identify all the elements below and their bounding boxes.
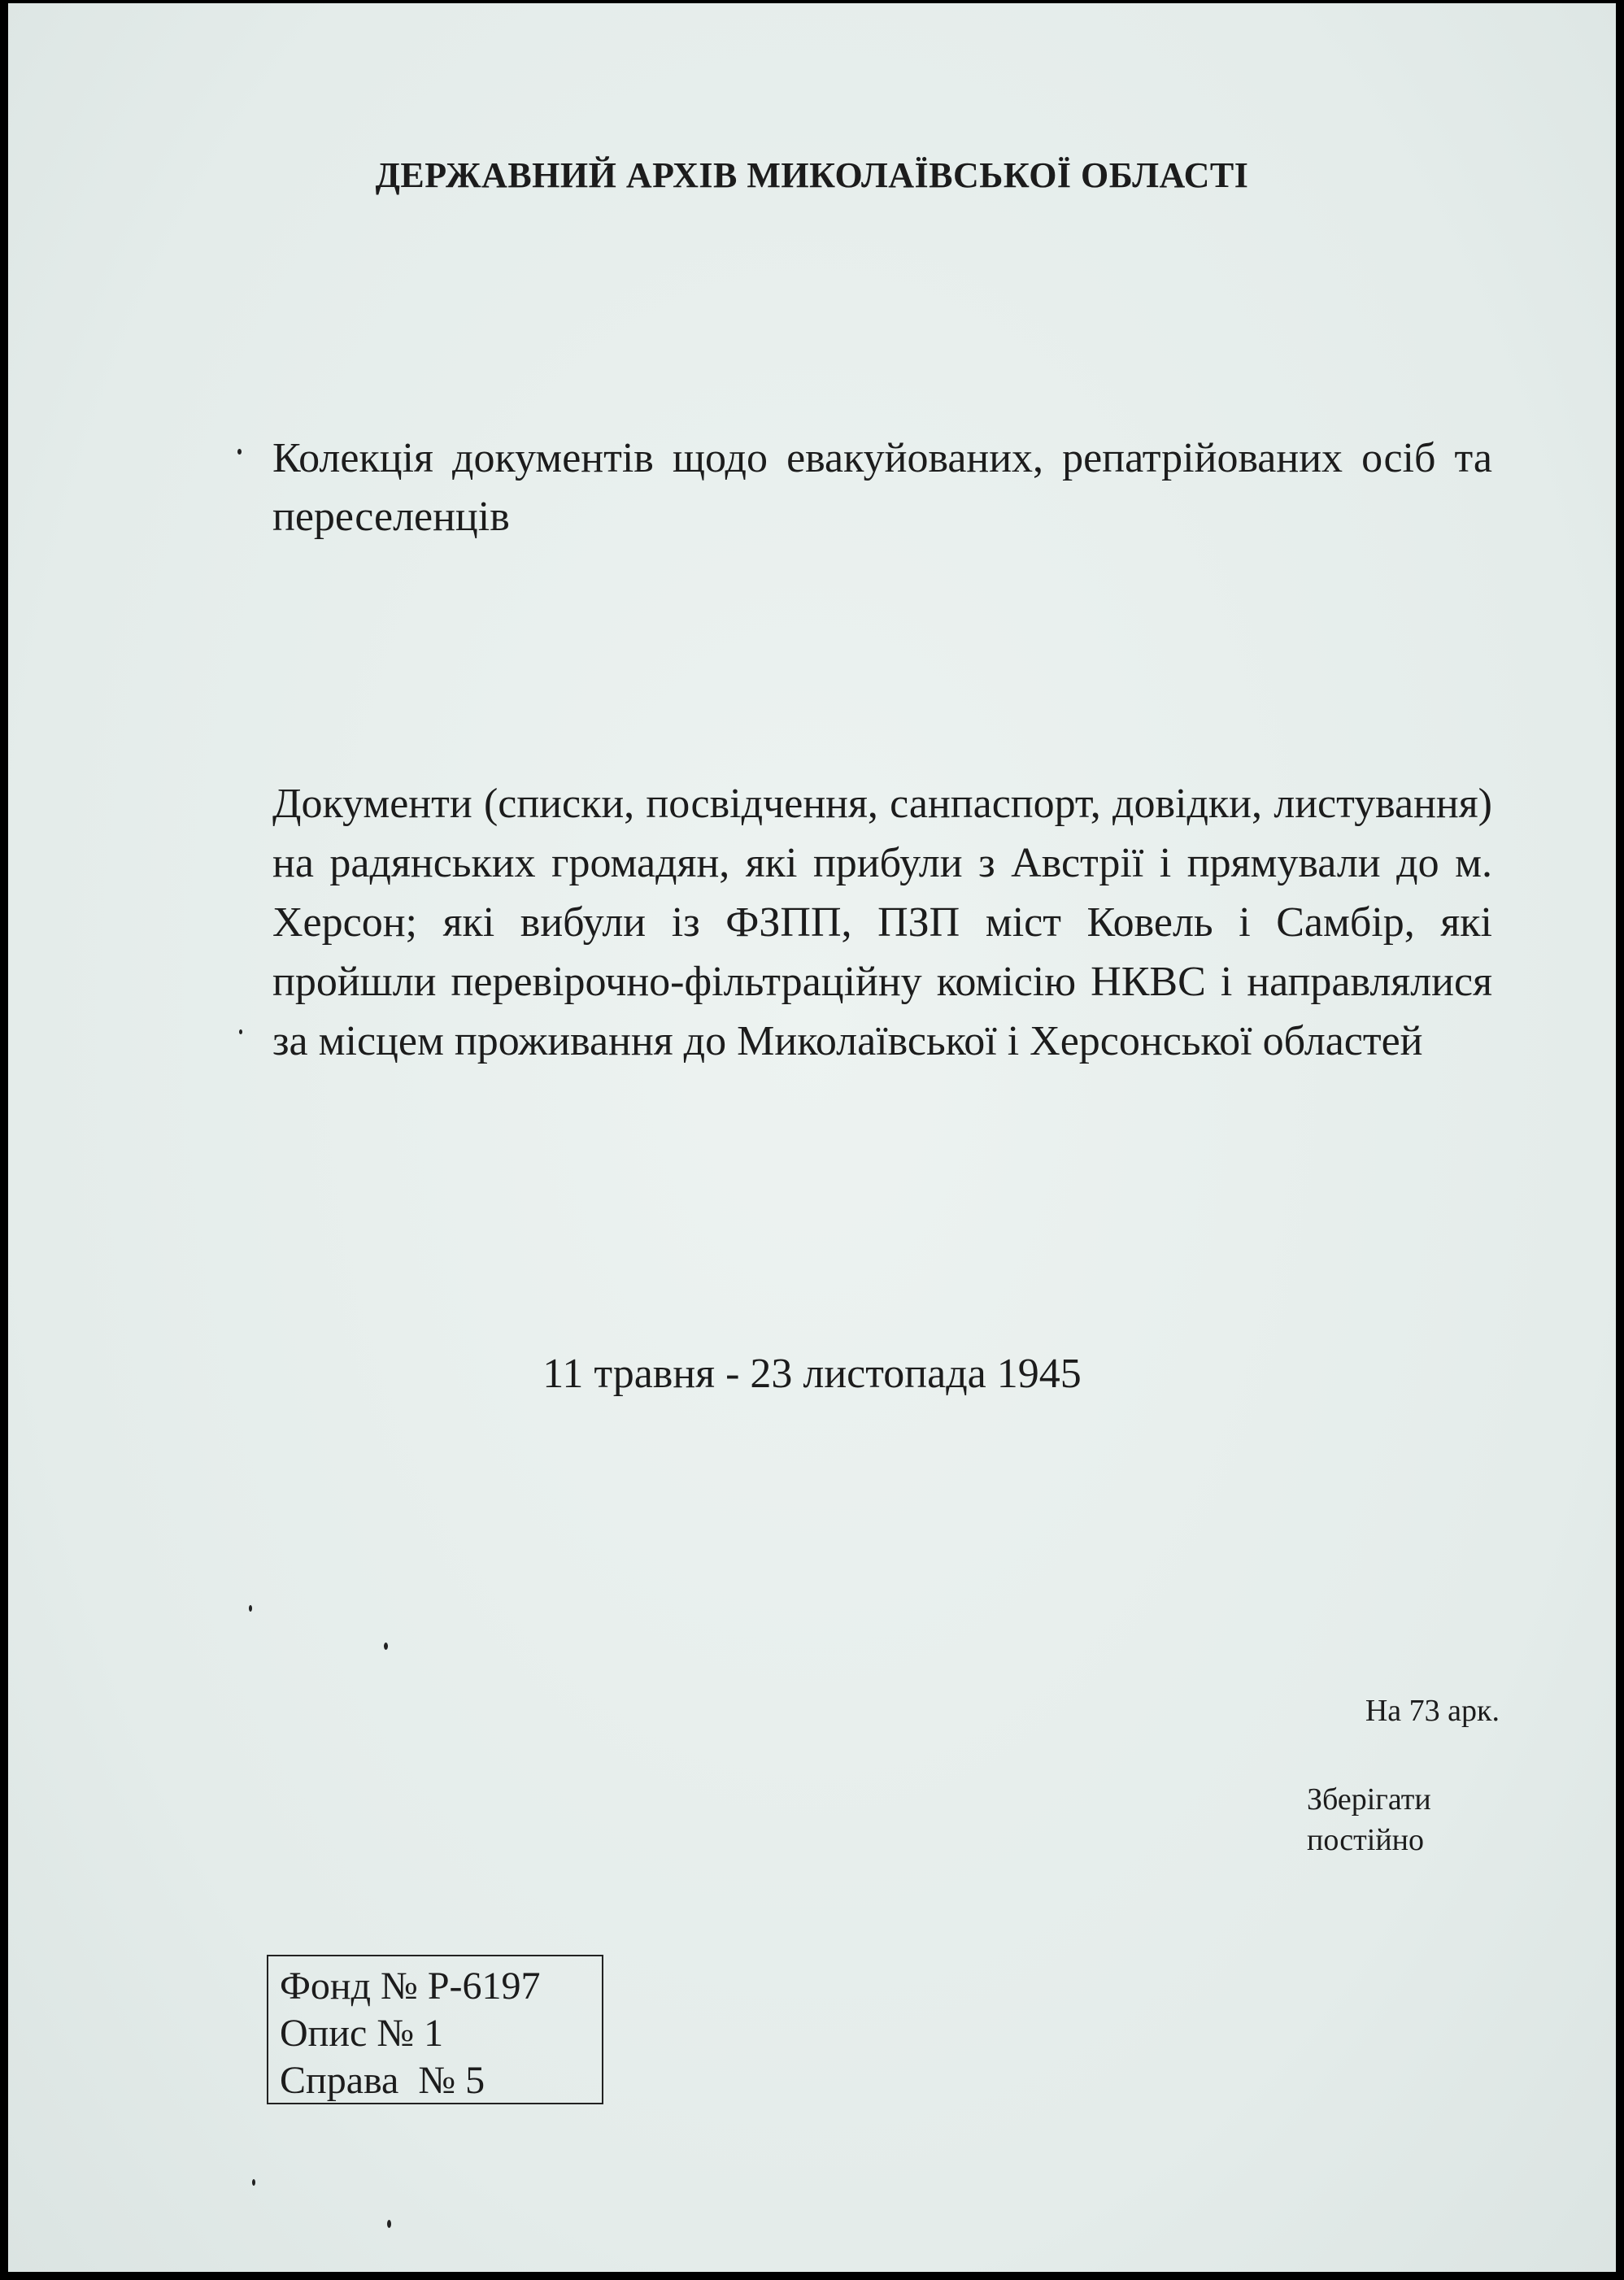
paper-speck	[237, 449, 242, 455]
paper-speck	[252, 2179, 255, 2186]
retention-note	[1307, 1779, 1431, 1860]
archive-reference-box	[267, 1955, 603, 2104]
date-range: 11 травня - 23 листопада 1945	[542, 1351, 1082, 1397]
collection-title: Колекція документів щодо евакуйованих, репатрійованих осіб та переселенців	[272, 435, 1492, 540]
paper-speck	[239, 1029, 242, 1034]
sheet-count: На 73 арк.	[1365, 1694, 1500, 1728]
retention-line-1: Зберігати	[1307, 1782, 1431, 1817]
paper-speck	[387, 2220, 391, 2228]
sprava-number: Справа № 5	[280, 2059, 485, 2102]
document-page	[8, 3, 1616, 2272]
fond-number: Фонд № Р-6197	[280, 1965, 541, 2008]
opys-number: Опис № 1	[280, 2012, 444, 2055]
paper-speck	[249, 1605, 252, 1612]
paper-speck	[384, 1643, 388, 1650]
case-description: Документи (списки, посвідчення, санпаспорт, довідки, листування) на радянських громадян, які прибули з Австрії і прямували до м. Херсон; які вибули із ФЗПП, ПЗП міст Ковель і Самбір, які пройшли перевірочно-фільтраційну комісію НКВС і направлялися за місцем проживання до Миколаївської і Херсонської областей	[272, 781, 1492, 1064]
retention-line-2: постійно	[1307, 1823, 1424, 1857]
archive-name: ДЕРЖАВНИЙ АРХІВ МИКОЛАЇВСЬКОЇ ОБЛАСТІ	[375, 155, 1249, 195]
